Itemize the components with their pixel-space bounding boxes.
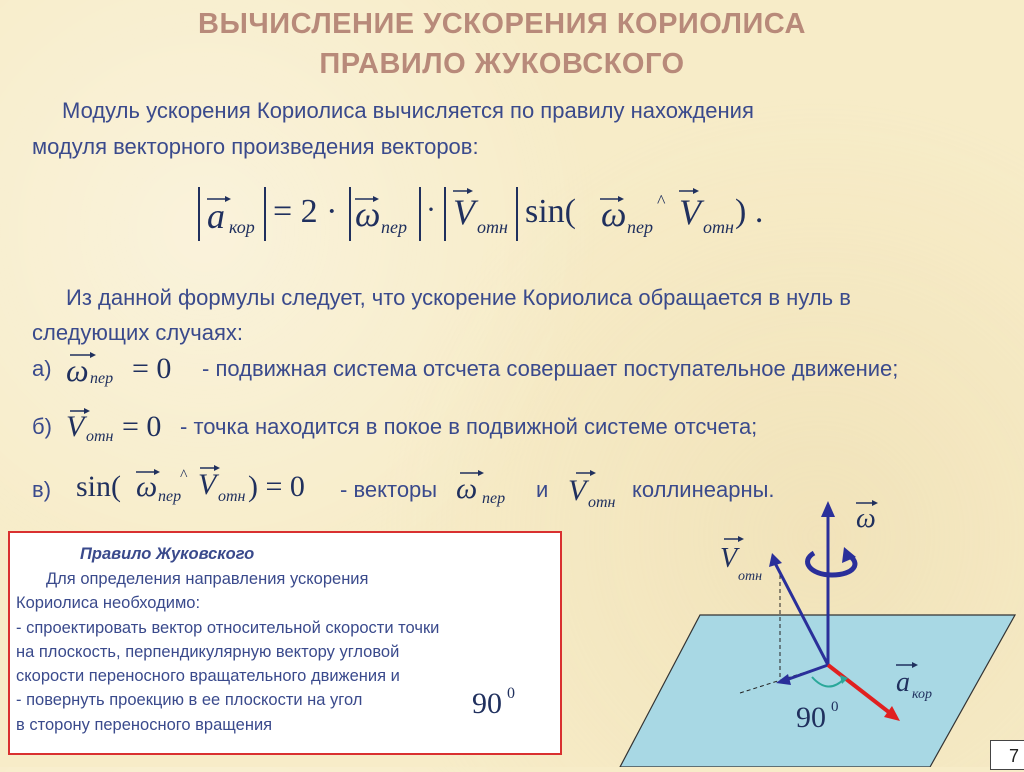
formula-a: a [207,196,225,236]
case-a-sub: пер [90,370,114,387]
case-c-label: в) [32,477,52,502]
case-c-v-sub: отн [218,488,246,505]
diagram-angle: 90 [796,701,826,734]
intro-line-2: модуля векторного произведения векторов: [32,134,479,159]
formula-v-2: V [679,192,701,232]
case-c-omega-inline [456,466,526,510]
rule-line-6: - повернуть проекцию в ее плоскости на угол [16,691,363,709]
formula-sin: sin( [525,193,576,230]
projection-plane [620,615,1015,767]
case-c-v: V [198,468,217,501]
formula-a-sub: кор [229,217,255,237]
formula-omega-2: ω [601,194,627,234]
case-c-text: - векторы [340,477,438,502]
formula-v-2-sub: отн [703,217,734,237]
rule-line-2: Кориолиса необходимо: [16,594,201,612]
case-a-omega: ω [66,352,89,388]
case-a-eq: = 0 [132,352,172,385]
case-b-text: - точка находится в покое в подвижной системе отсчета; [180,414,758,439]
case-c-omega-2-sub: пер [482,490,506,507]
diagram-angle-sup: 0 [831,699,839,715]
case-b-formula [66,404,186,446]
diagram-a-sub: кор [912,687,933,702]
title-line-2: ПРАВИЛО ЖУКОВСКОГО [319,48,685,80]
formula-v: V [453,192,475,232]
case-b-eq: = 0 [122,410,162,443]
case-c-omega-sub: пер [158,488,182,505]
intro-line-1: Модуль ускорения Кориолиса вычисляется по правилу нахождения [62,98,754,123]
cases-intro-1: Из данной формулы следует, что ускорение Кориолиса обращается в нуль в [66,285,851,310]
rule-line-7: в сторону переносного вращения [16,716,273,734]
page-number: 7 [990,740,1024,770]
rule-line-4: на плоскость, перпендикулярную вектору угловой [16,643,400,661]
diagram-v-label: V [720,543,738,574]
svg-text:^: ^ [180,467,188,482]
case-a-text: - подвижная система отсчета совершает поступательное движение; [202,356,899,381]
case-c-omega: ω [136,470,158,503]
case-c-v-2: V [568,474,587,507]
case-c-sin: sin( [76,470,121,503]
formula-omega-sub: пер [381,217,407,237]
rule-line-5: скорости переносного вращательного движения и [16,667,400,685]
diagram-v-sub: отн [738,569,763,584]
title-line-1: ВЫЧИСЛЕНИЕ УСКОРЕНИЯ КОРИОЛИСА [198,8,806,40]
rule-angle: 90 [472,687,502,720]
main-formula [195,185,775,245]
formula-close: ) . [735,193,764,230]
case-c-end: коллинеарны. [632,477,775,502]
case-c-and: и [536,477,549,502]
rule-line-3: - спроектировать вектор относительной скорости точки [16,619,440,637]
diagram-omega-label: ω [856,503,876,534]
case-a-label: а) [32,356,52,381]
svg-text:^: ^ [657,191,666,211]
formula-v-sub: отн [477,217,508,237]
formula-coef: = 2 · [273,193,338,230]
formula-omega-2-sub: пер [627,217,653,237]
rule-line-1: Для определения направления ускорения [46,570,369,588]
case-c-formula [76,462,336,512]
case-c-omega-2: ω [456,472,478,505]
case-b-sub: отн [86,428,114,445]
case-c-v-2-sub: отн [588,494,616,511]
zhukovsky-diagram [600,495,1024,767]
rule-heading: Правило Жуковского [80,545,255,563]
diagram-a-label: a [896,667,910,698]
formula-dot: · [426,193,436,226]
case-c-eq: ) = 0 [248,470,305,503]
rule-angle-sup: 0 [507,685,515,702]
cases-intro-2: следующих случаях: [32,320,243,345]
case-a-formula [66,348,196,388]
rule-box [8,531,562,755]
case-b-label: б) [32,414,52,439]
formula-omega: ω [355,194,381,234]
case-b-v: V [66,410,85,443]
